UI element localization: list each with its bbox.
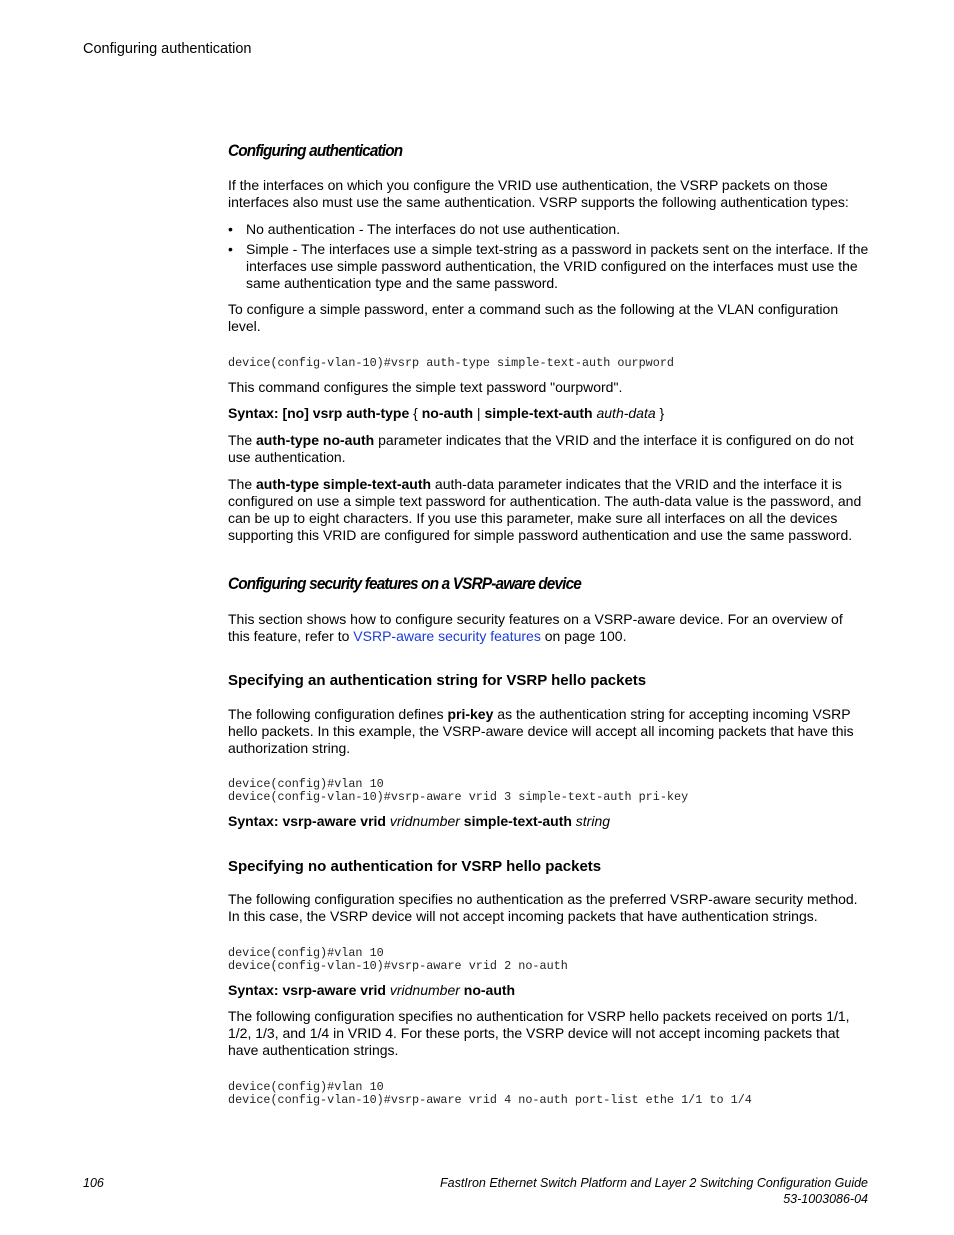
keyword: auth-type no-auth [256, 432, 375, 448]
running-header: Configuring authentication [83, 41, 252, 57]
paragraph-no-auth [228, 432, 868, 466]
list-item-text: No authentication - The interfaces do not use authentication. [246, 221, 621, 237]
code-block: device(config-vlan-10)#vsrp auth-type simple-text-auth ourpword [228, 356, 674, 370]
section-heading-security: Configuring security features on a VSRP-aware device [228, 575, 582, 593]
syntax-argument: auth-data [592, 405, 656, 421]
paragraph-pri-key [228, 706, 868, 757]
paragraph-no-auth-method: The following configuration specifies no authentication as the preferred VSRP-aware security method. In this case, the VSRP device will not accept incoming packets that have authentication strings. [228, 891, 858, 924]
footer-guide-info [440, 1176, 868, 1207]
bullet-mark: • [228, 221, 233, 237]
keyword: auth-type simple-text-auth [256, 476, 432, 492]
paragraph-security-intro [228, 611, 868, 645]
bullet-mark: • [228, 241, 233, 257]
code-block: device(config)#vlan 10 device(config-vlan-10)#vsrp-aware vrid 4 no-auth port-list ethe 1/1 to 1/4 [228, 1080, 752, 1107]
page-number: 106 [83, 1176, 104, 1190]
paragraph-port-list: The following configuration specifies no authentication for VSRP hello packets received on ports 1/1, 1/2, 1/3, and 1/4 in VRID 4. For these ports, the VSRP device will not accept incoming packets that have authentication strings. [228, 1008, 850, 1058]
text-run: auth-data parameter indicates that the VRID and the interface it is configured on use a simple text password for authentication. The auth-data value is the password, and can be up to eight characters. If you use this parameter, make sure all interfaces on all the devices supporting this VRID are configured for simple password authentication and use the same password. [228, 476, 862, 543]
text-run: The [228, 476, 257, 492]
syntax-option: no-auth [459, 982, 516, 998]
syntax-argument: string [571, 813, 611, 829]
syntax-line [228, 405, 868, 422]
subsection-heading-auth-string: Specifying an authentication string for VSRP hello packets [228, 672, 647, 689]
code-block: device(config)#vlan 10 device(config-vlan-10)#vsrp-aware vrid 2 no-auth [228, 946, 568, 973]
text-run: on page 100. [540, 628, 627, 644]
syntax-prefix: Syntax: vsrp-aware vrid [228, 813, 386, 829]
code-block: device(config)#vlan 10 device(config-vlan-10)#vsrp-aware vrid 3 simple-text-auth pri-key [228, 777, 689, 804]
subsection-heading-no-auth: Specifying no authentication for VSRP hello packets [228, 858, 602, 875]
syntax-prefix: Syntax: vsrp-aware vrid [228, 982, 386, 998]
syntax-prefix: Syntax: [no] vsrp auth-type [228, 405, 410, 421]
syntax-argument: vridnumber [385, 982, 460, 998]
keyword: pri-key [447, 706, 494, 722]
syntax-brace: { [409, 405, 422, 421]
syntax-pipe: | [473, 405, 485, 421]
list-item-text: Simple - The interfaces use a simple text-string as a password in packets sent on the interface. If the interfaces use simple password authentication, the VRID configured on the interfaces must use the same authentication type and the same password. [246, 241, 869, 291]
paragraph-configure: To configure a simple password, enter a command such as the following at the VLAN configuration level. [228, 301, 839, 334]
doc-number: 53-1003086-04 [783, 1191, 868, 1206]
cross-reference-link[interactable]: VSRP-aware security features [353, 628, 541, 644]
guide-title: FastIron Ethernet Switch Platform and Layer 2 Switching Configuration Guide [440, 1176, 868, 1190]
paragraph-code-desc: This command configures the simple text password "ourpword". [228, 379, 623, 395]
syntax-line [228, 982, 868, 999]
paragraph-simple-auth [228, 476, 868, 544]
text-run: as the authentication string for accepting incoming VSRP hello packets. In this example, the VSRP-aware device will accept all incoming packets that have this authorization string. [228, 706, 854, 756]
text-run: The following configuration defines [228, 706, 448, 722]
text-run: The [228, 432, 257, 448]
syntax-option: simple-text-auth [459, 813, 572, 829]
syntax-argument: vridnumber [385, 813, 460, 829]
paragraph-intro: If the interfaces on which you configure the VRID use authentication, the VSRP packets on those interfaces also must use the same authentication. VSRP supports the following authentication types: [228, 177, 849, 210]
syntax-brace: } [655, 405, 665, 421]
text-run: parameter indicates that the VRID and the interface it is configured on do not use authentication. [228, 432, 854, 465]
syntax-option: simple-text-auth [484, 405, 593, 421]
syntax-line [228, 813, 868, 830]
text-run: This section shows how to configure security features on a VSRP-aware device. For an overview of this feature, refer to [228, 611, 843, 644]
section-heading-authentication: Configuring authentication [228, 142, 403, 160]
syntax-option: no-auth [421, 405, 474, 421]
